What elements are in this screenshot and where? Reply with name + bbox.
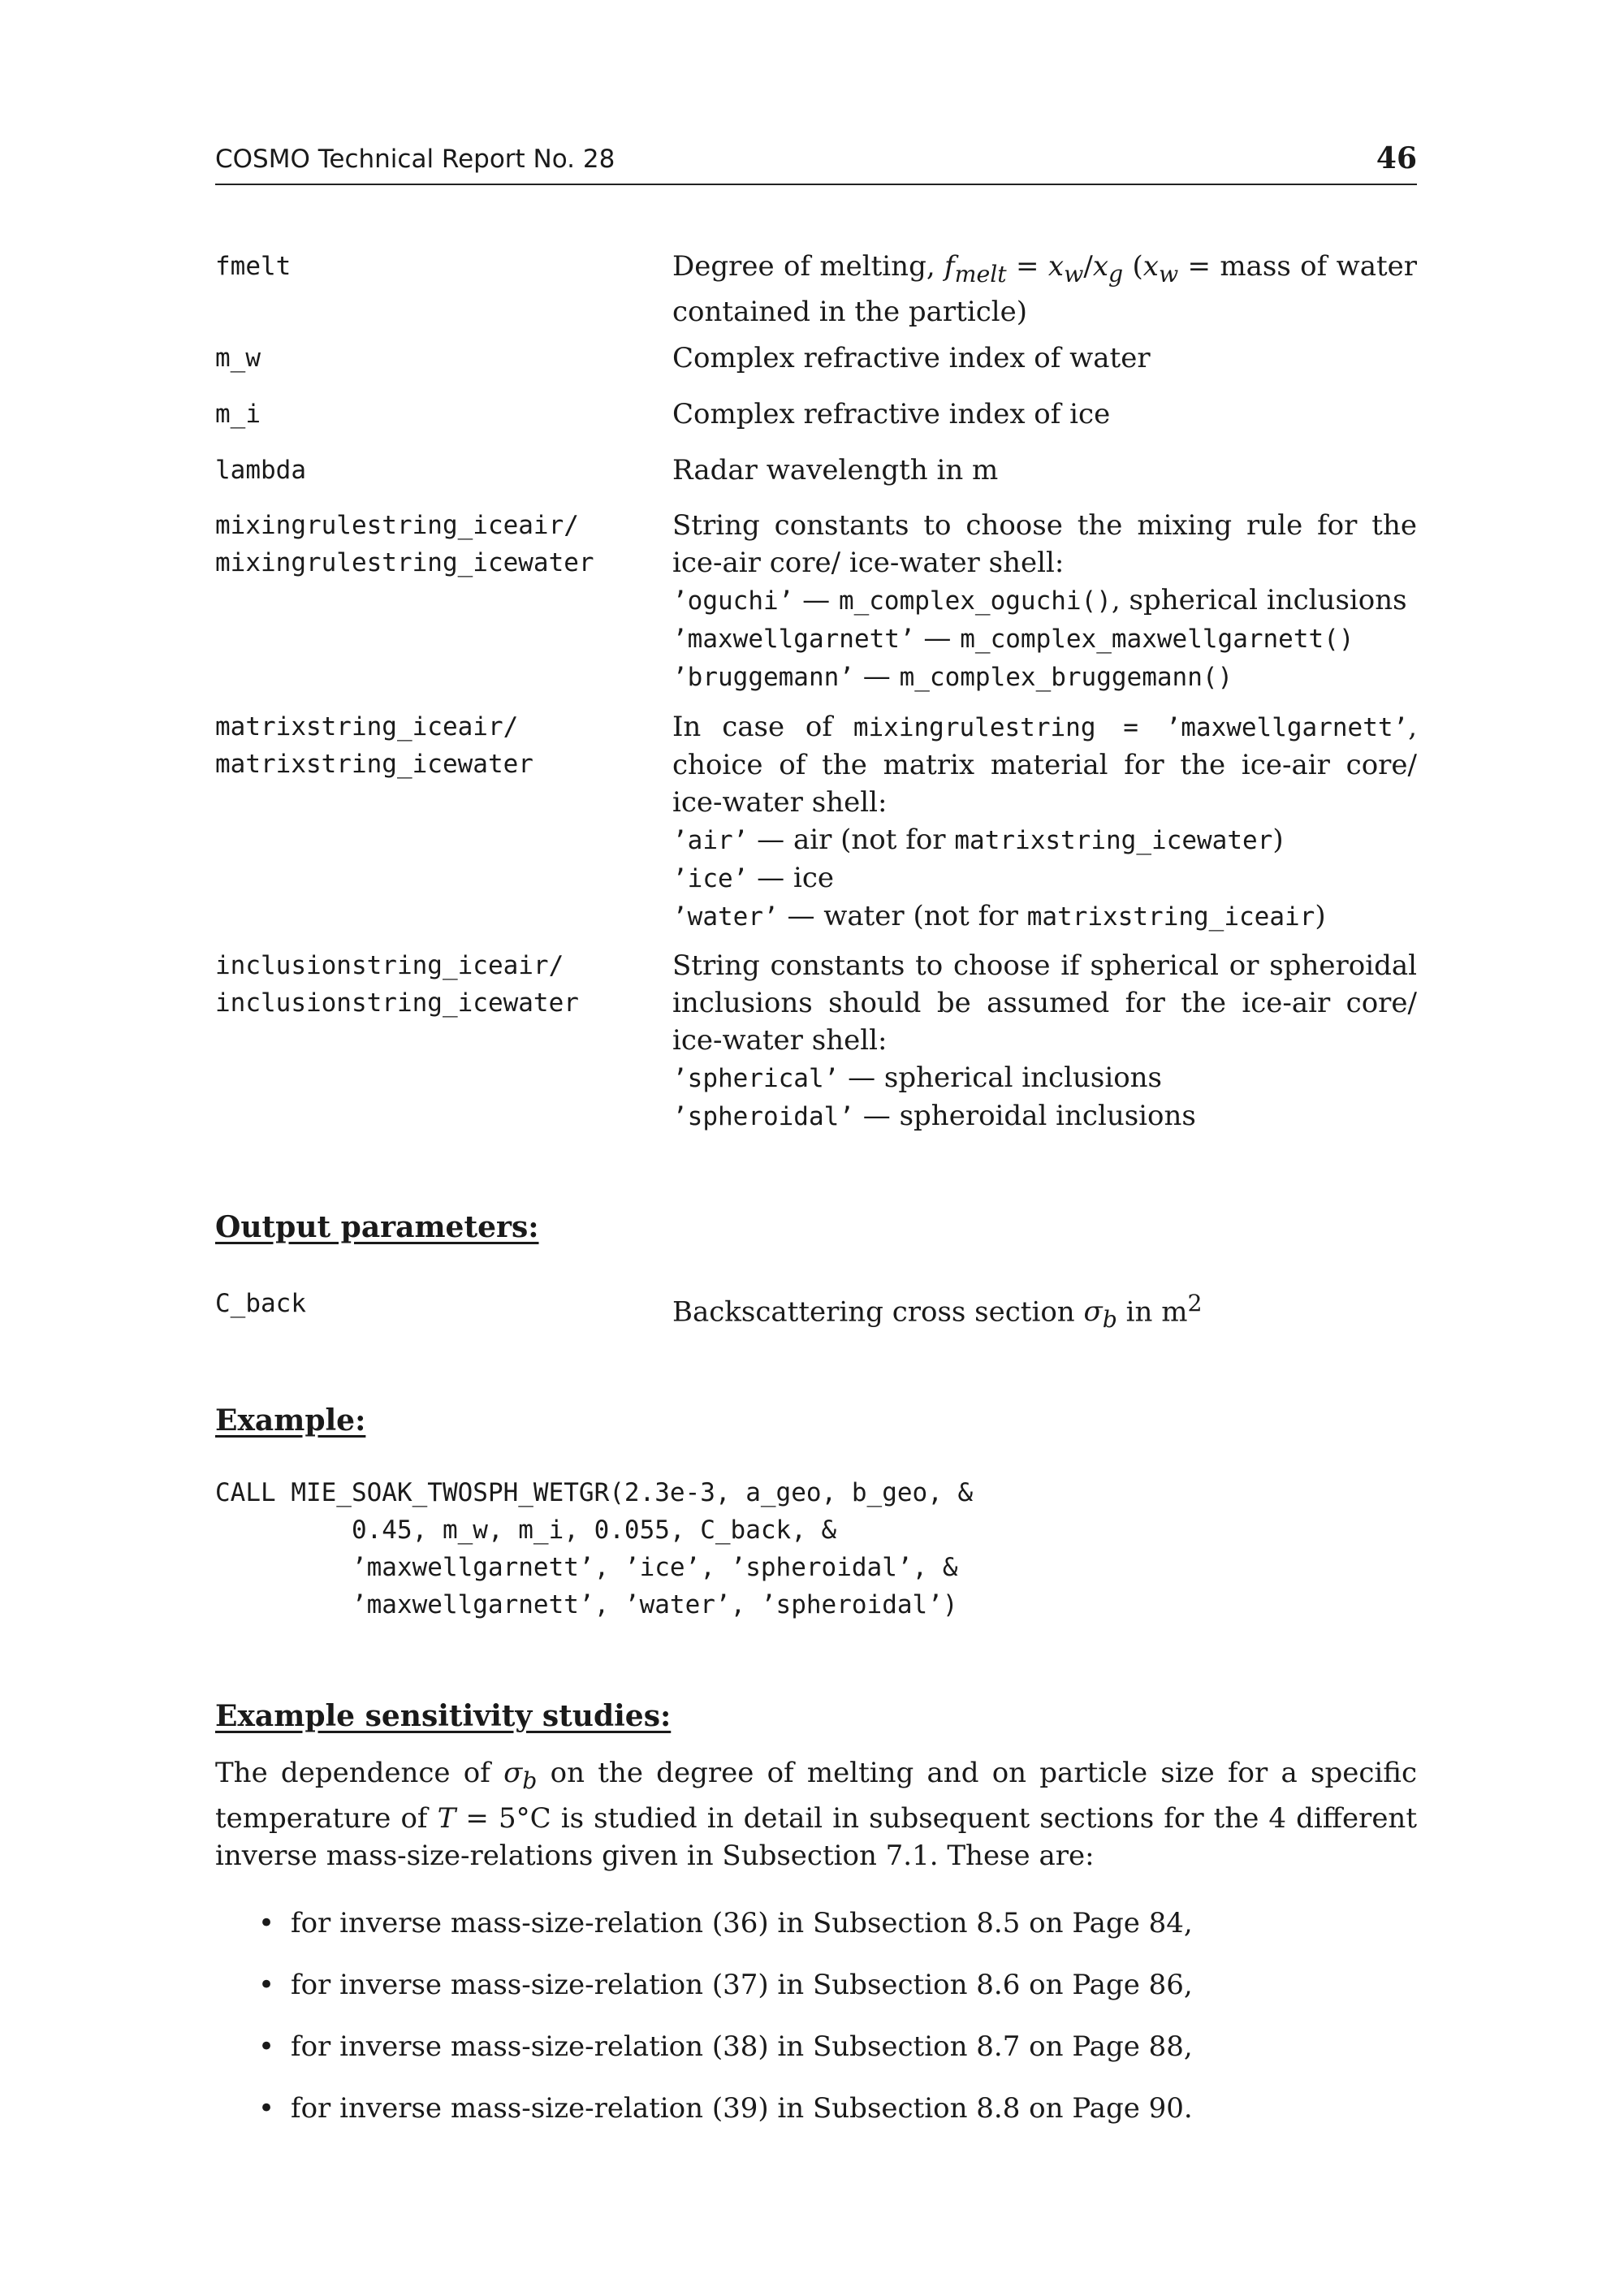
bullet-dot-icon: •	[258, 2030, 275, 2063]
page-number: 46	[1376, 141, 1417, 175]
param-description: String constants to choose if spherical or spheroidal inclusions should be assumed for the ice-air core/ ice-water shell: ’spherical’ — spherical inclusions ’spheroidal’ — spheroidal inclusions	[672, 949, 1417, 1132]
param-name: matrixstring_iceair/ matrixstring_icewater	[215, 712, 533, 779]
param-name: fmelt	[215, 252, 292, 281]
list-item	[258, 1966, 1411, 2028]
list-item	[258, 2090, 1411, 2151]
param-description: Degree of melting, $f_{melt} = x_w/x_g$ ($x_w$ = mass of water contained in the particle)	[672, 250, 1417, 328]
sensitivity-paragraph: The dependence of $\sigma_b$ on the degree of melting and on particle size for a specific temperature of T = 5°C is studied in detail in subsequent sections for the 4 different inverse mass-size-relations given in Subsection 7.1. These are:	[215, 1757, 1417, 1872]
param-name: inclusionstring_iceair/ inclusionstring_icewater	[215, 951, 579, 1018]
bullet-dot-icon: •	[258, 1969, 275, 2001]
param-description: Complex refractive index of water	[672, 342, 1151, 374]
param-name: lambda	[215, 456, 306, 485]
bullet-list	[258, 1905, 1411, 2151]
bullet-dot-icon: •	[258, 2092, 275, 2125]
param-description: Complex refractive index of ice	[672, 398, 1111, 430]
sensitivity-heading: Example sensitivity studies:	[215, 1699, 672, 1733]
param-name: C_back	[215, 1289, 306, 1318]
list-item	[258, 1905, 1411, 1966]
param-description: In case of mixingrulestring = ’maxwellgarnett’, choice of the matrix material for the ice-air core/ ice-water shell: ’air’ — air (not for matrixstring_icewater) ’ice’ — ice ’water’ — water (not for matrixstring_iceair)	[672, 711, 1418, 932]
list-item	[258, 2028, 1411, 2090]
page-header	[215, 141, 1417, 185]
param-description: Backscattering cross section $\sigma_b$ in $m^2$	[672, 1290, 1203, 1334]
bullet-dot-icon: •	[258, 1907, 275, 1939]
param-name: m_i	[215, 400, 261, 429]
param-description: String constants to choose the mixing rule for the ice-air core/ ice-water shell: ’oguchi’ — m_complex_oguchi(), spherical inclusions ’maxwellgarnett’ — m_complex_maxwellgarnett() ’bruggemann’ — m_complex_bruggemann()	[672, 509, 1417, 693]
output-parameters-heading: Output parameters:	[215, 1210, 539, 1244]
report-title: COSMO Technical Report No. 28	[215, 145, 615, 174]
example-heading: Example:	[215, 1403, 366, 1438]
param-description: Radar wavelength in m	[672, 454, 999, 486]
list-item-text: for inverse mass-size-relation (37) in Subsection 8.6 on Page 86,	[291, 1969, 1193, 2001]
list-item-text: for inverse mass-size-relation (38) in Subsection 8.7 on Page 88,	[291, 2030, 1193, 2063]
list-item-text: for inverse mass-size-relation (39) in Subsection 8.8 on Page 90.	[291, 2092, 1193, 2125]
example-code: CALL MIE_SOAK_TWOSPH_WETGR(2.3e-3, a_geo, b_geo, & 0.45, m_w, m_i, 0.055, C_back, & ’maxwellgarnett’, ’ice’, ’spheroidal’, & ’maxwellgarnett’, ’water’, ’spheroidal’)	[215, 1478, 974, 1619]
list-item-text: for inverse mass-size-relation (36) in Subsection 8.5 on Page 84,	[291, 1907, 1193, 1939]
param-name: m_w	[215, 344, 261, 373]
param-name: mixingrulestring_iceair/ mixingrulestring_icewater	[215, 511, 594, 577]
